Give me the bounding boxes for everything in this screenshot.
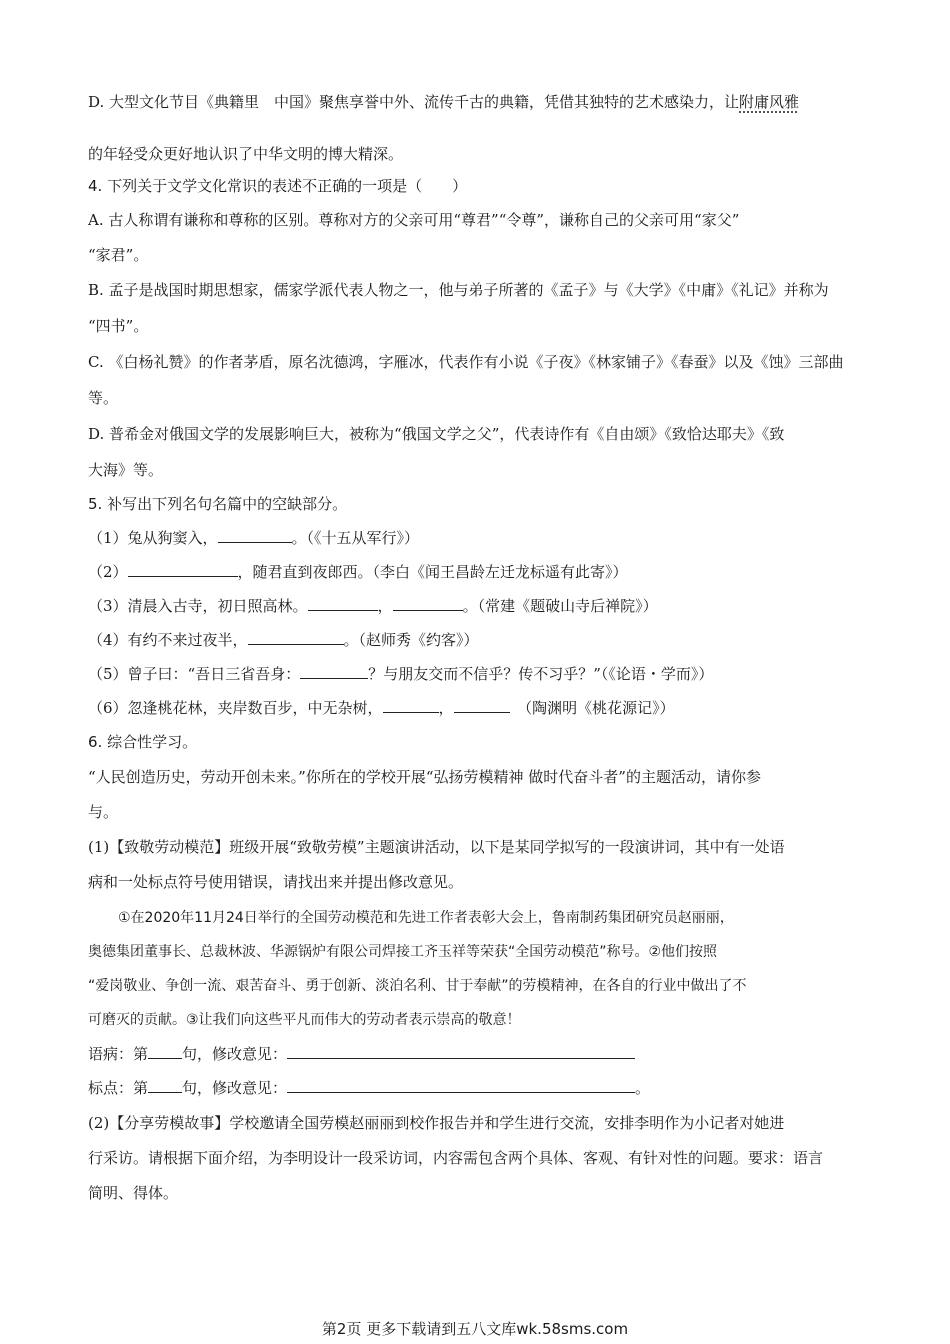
q5-item-5: （5）曾子曰：“吾日三省吾身： ？与朋友交而不信乎？传不习乎？”（《论语・学而》） <box>88 665 714 683</box>
answer-blank[interactable] <box>300 664 368 679</box>
answer-blank[interactable] <box>218 528 292 543</box>
q4-option-c-cont: 等。 <box>88 389 119 407</box>
grammar-error-answer: 语病：第 句，修改意见： <box>88 1044 635 1064</box>
answer-blank[interactable] <box>287 1078 635 1093</box>
q4-title: 4. 下列关于文学文化常识的表述不正确的一项是（ ） <box>88 177 468 195</box>
answer-blank[interactable] <box>454 698 510 713</box>
q4-option-b-cont: “四书”。 <box>88 317 149 335</box>
q4-option-d: D. 普希金对俄国文学的发展影响巨大，被称为“俄国文学之父”，代表诗作有《自由颂》《致恰达耶夫》《致 <box>88 425 785 443</box>
q6-part1-prompt-cont: 病和一处标点符号使用错误，请找出来并提出修改意见。 <box>88 873 464 891</box>
answer-blank[interactable] <box>308 596 378 611</box>
q5-item-1: （1）兔从狗窦入， 。（《十五从军行》） <box>88 529 420 547</box>
answer-blank[interactable] <box>128 562 238 577</box>
q6-part1-prompt: (1)【致敬劳动模范】班级开展“致敬劳模”主题演讲活动，以下是某同学拟写的一段演讲词，其中有一处语 <box>88 838 785 856</box>
q5-item-2: （2） ，随君直到夜郎西。（李白《闻王昌龄左迁龙标遥有此寄》） <box>88 563 628 581</box>
q6-intro: “人民创造历史，劳动开创未来。”你所在的学校开展“弘扬劳模精神 做时代奋斗者”的主题活动，请你参 <box>88 768 761 786</box>
q6-title: 6. 综合性学习。 <box>88 733 198 751</box>
q4-option-d-cont: 大海》等。 <box>88 461 164 479</box>
q4-option-c: C. 《白杨礼赞》的作者茅盾，原名沈德鸿，字雁冰，代表作有小说《子夜》《林家铺子》《春蚕》以及《蚀》三部曲 <box>88 353 844 371</box>
answer-blank[interactable] <box>383 698 439 713</box>
page-footer: 第2页 更多下载请到五八文库wk.58sms.com <box>321 1320 629 1338</box>
answer-blank[interactable] <box>393 596 463 611</box>
q5-title: 5. 补写出下列名句名篇中的空缺部分。 <box>88 495 348 513</box>
answer-blank[interactable] <box>248 630 344 645</box>
answer-blank[interactable] <box>148 1078 182 1093</box>
q5-item-4: （4）有约不来过夜半， 。（赵师秀《约客》） <box>88 631 479 649</box>
speech-line-3: “爱岗敬业、争创一流、艰苦奋斗、勇于创新、淡泊名利、甘于奉献”的劳模精神，在各自的行业中做出了不 <box>88 978 747 994</box>
answer-blank[interactable] <box>148 1044 182 1059</box>
q3-option-d-line1: D. 大型文化节目《典籍里 中国》聚焦享誉中外、流传千古的典籍，凭借其独特的艺术感染力，让附庸风雅 <box>88 93 800 111</box>
punctuation-error-answer: 标点：第 句，修改意见： 。 <box>88 1079 651 1097</box>
answer-blank[interactable] <box>287 1044 635 1059</box>
q6-part2-prompt-end: 简明、得体。 <box>88 1184 179 1202</box>
q5-item-6: （6）忽逢桃花林，夹岸数百步，中无杂树， ， （陶渊明《桃花源记》） <box>88 699 675 717</box>
q4-option-a-cont: “家君”。 <box>88 246 149 264</box>
q3-option-d-line2: 的年轻受众更好地认识了中华文明的博大精深。 <box>88 145 404 163</box>
q4-option-b: B. 孟子是战国时期思想家，儒家学派代表人物之一，他与弟子所著的《孟子》与《大学》《中庸》《礼记》并称为 <box>88 281 829 299</box>
q4-option-a: A. 古人称谓有谦称和尊称的区别。尊称对方的父亲可用“尊君”“令尊”，谦称自己的父亲可用“家父” <box>88 211 740 229</box>
q6-part2-prompt-cont: 行采访。请根据下面介绍，为李明设计一段采访词，内容需包含两个具体、客观、有针对性的问题。要求：语言 <box>88 1149 824 1167</box>
q6-intro-cont: 与。 <box>88 803 119 821</box>
q6-part2-prompt: (2)【分享劳模故事】学校邀请全国劳模赵丽丽到校作报告并和学生进行交流，安排李明作为小记者对她进 <box>88 1114 785 1132</box>
q5-item-3: （3）清晨入古寺，初日照高林。 ， 。（常建《题破山寺后禅院》） <box>88 597 658 615</box>
speech-line-1: ①在2020年11月24日举行的全国劳动模范和先进工作者表彰大会上，鲁南制药集团研究员赵丽丽， <box>118 910 734 926</box>
speech-line-2: 奥德集团董事长、总裁林波、华源锅炉有限公司焊接工齐玉祥等荣获“全国劳动模范”称号。②他们按照 <box>88 944 718 960</box>
speech-line-4: 可磨灭的贡献。③让我们向这些平凡而伟大的劳动者表示崇高的敬意！ <box>88 1012 521 1028</box>
